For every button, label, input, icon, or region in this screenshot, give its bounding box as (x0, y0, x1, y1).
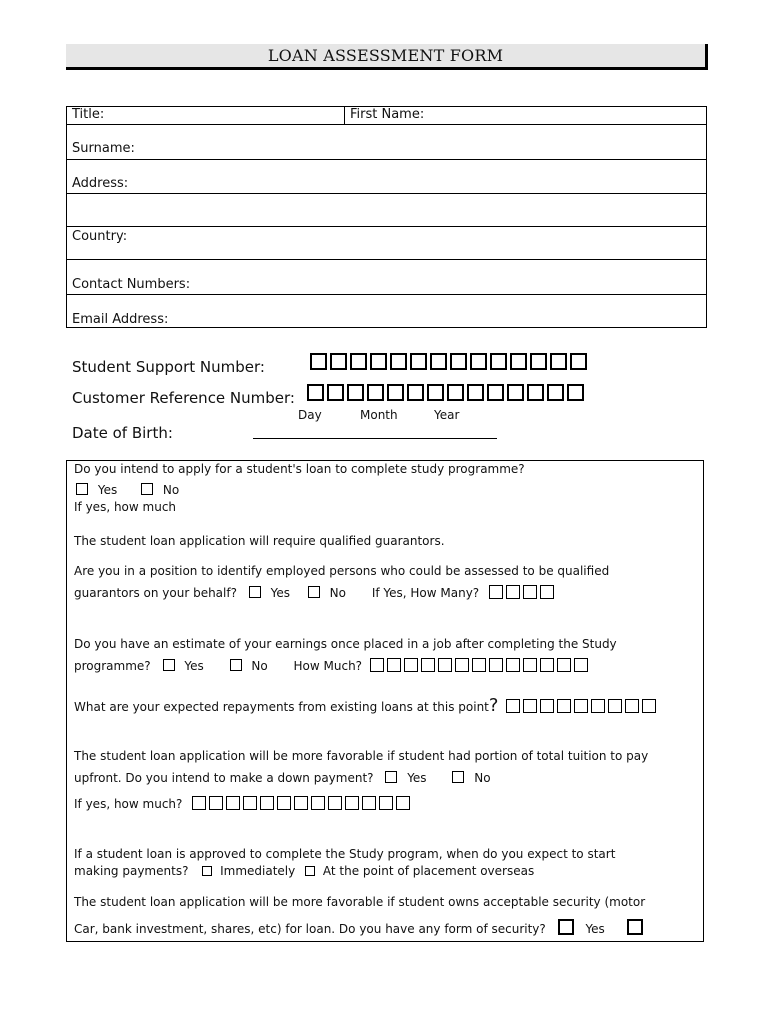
email-address-label: Email Address: (72, 312, 169, 327)
digit-box[interactable] (455, 658, 469, 672)
digit-box[interactable] (307, 384, 324, 401)
digit-box[interactable] (567, 384, 584, 401)
digit-box[interactable] (557, 658, 571, 672)
dob-month-label: Month (360, 408, 398, 422)
form-title-bar (66, 44, 708, 70)
q8-yes-label: Yes (585, 922, 605, 936)
q6-yes-checkbox[interactable] (385, 771, 397, 783)
digit-box[interactable] (387, 658, 401, 672)
digit-box[interactable] (404, 658, 418, 672)
q6-followup: If yes, how much? (74, 797, 183, 811)
digit-box[interactable] (327, 384, 344, 401)
q6-yes-label: Yes (407, 771, 427, 785)
digit-box[interactable] (550, 353, 567, 370)
customer-ref-label: Customer Reference Number: (72, 389, 295, 407)
digit-box[interactable] (487, 384, 504, 401)
digit-box[interactable] (192, 796, 206, 810)
q5-line (74, 695, 656, 716)
q4-no-checkbox[interactable] (230, 659, 242, 671)
form-title: LOAN ASSESSMENT FORM (267, 46, 504, 65)
digit-box[interactable] (489, 585, 503, 599)
q6-text-line2: upfront. Do you intend to make a down payment? (74, 771, 374, 785)
q6-no-label: No (474, 771, 491, 785)
q1-text: Do you intend to apply for a student's loan to complete study programme? (74, 462, 525, 476)
q1-options (74, 483, 179, 497)
q6-text-line1: The student loan application will be more favorable if student had portion of total tuition to pay (74, 749, 649, 763)
digit-box[interactable] (350, 353, 367, 370)
digit-box[interactable] (510, 353, 527, 370)
digit-box[interactable] (407, 384, 424, 401)
digit-box[interactable] (260, 796, 274, 810)
digit-box[interactable] (642, 699, 656, 713)
email-row[interactable] (67, 295, 706, 327)
q8-line2 (74, 919, 643, 936)
surname-row[interactable] (67, 125, 706, 160)
address-row[interactable] (67, 160, 706, 194)
q7-line2 (74, 864, 534, 878)
digit-box[interactable] (345, 796, 359, 810)
digit-box[interactable] (277, 796, 291, 810)
surname-label: Surname: (72, 141, 135, 156)
q3-no-label: No (329, 586, 346, 600)
q8-text-line2: Car, bank investment, shares, etc) for loan. Do you have any form of security? (74, 922, 546, 936)
q4-yes-checkbox[interactable] (163, 659, 175, 671)
digit-box[interactable] (574, 699, 588, 713)
digit-box[interactable] (328, 796, 342, 810)
title-row (67, 107, 706, 125)
q1-yes-checkbox[interactable] (76, 483, 88, 495)
q6-line2 (74, 771, 491, 785)
digit-box[interactable] (396, 796, 410, 810)
q5-text: What are your expected repayments from existing loans at this point (74, 700, 489, 714)
digit-box[interactable] (294, 796, 308, 810)
digit-box[interactable] (390, 353, 407, 370)
digit-box[interactable] (591, 699, 605, 713)
personal-details-table (66, 106, 707, 328)
digit-box[interactable] (330, 353, 347, 370)
q1-yes-label: Yes (97, 483, 118, 497)
q5-repayment-boxes[interactable] (506, 699, 656, 713)
dob-day-label: Day (298, 408, 322, 422)
digit-box[interactable] (427, 384, 444, 401)
q4-text-line1: Do you have an estimate of your earnings once placed in a job after completing the Study (74, 637, 617, 651)
digit-box[interactable] (557, 699, 571, 713)
q8-yes-checkbox[interactable] (558, 919, 574, 935)
digit-box[interactable] (523, 699, 537, 713)
q7-overseas-label: At the point of placement overseas (322, 864, 535, 878)
digit-box[interactable] (347, 384, 364, 401)
address-row-2[interactable] (67, 194, 706, 227)
q4-how-much-label: How Much? (293, 659, 363, 673)
digit-box[interactable] (490, 353, 507, 370)
contact-numbers-label: Contact Numbers: (72, 277, 191, 292)
digit-box[interactable] (506, 658, 520, 672)
q1-followup: If yes, how much (74, 500, 177, 514)
digit-box[interactable] (523, 658, 537, 672)
q7-overseas-checkbox[interactable] (305, 866, 315, 876)
q1-no-label: No (162, 483, 180, 497)
digit-box[interactable] (370, 658, 384, 672)
digit-box[interactable] (310, 353, 327, 370)
digit-box[interactable] (430, 353, 447, 370)
country-label: Country: (72, 229, 128, 244)
digit-box[interactable] (625, 699, 639, 713)
q1-no-checkbox[interactable] (141, 483, 153, 495)
digit-box[interactable] (547, 384, 564, 401)
customer-ref-boxes[interactable] (307, 384, 584, 401)
q4-yes-label: Yes (184, 659, 204, 673)
q3-text-line1: Are you in a position to identify employed persons who could be assessed to be qualified (74, 564, 610, 578)
dob-year-label: Year (434, 408, 460, 422)
q3-no-checkbox[interactable] (308, 586, 320, 598)
digit-box[interactable] (523, 585, 537, 599)
q8-text-line1: The student loan application will be more favorable if student owns acceptable security (motor (74, 895, 646, 909)
digit-box[interactable] (450, 353, 467, 370)
country-row[interactable] (67, 227, 706, 260)
q3-line2 (74, 585, 554, 600)
q7-immediately-checkbox[interactable] (202, 866, 212, 876)
q5-question-mark: ? (488, 695, 499, 716)
q7-immediately-label: Immediately (220, 864, 296, 878)
digit-box[interactable] (507, 384, 524, 401)
digit-box[interactable] (570, 353, 587, 370)
digit-box[interactable] (467, 384, 484, 401)
digit-box[interactable] (226, 796, 240, 810)
student-support-boxes[interactable] (310, 353, 587, 370)
digit-box[interactable] (506, 699, 520, 713)
title-label: Title: (72, 107, 105, 122)
digit-box[interactable] (540, 585, 554, 599)
q4-line2 (74, 658, 588, 673)
digit-box[interactable] (387, 384, 404, 401)
title-divider (344, 107, 345, 125)
q4-text-line2: programme? (74, 659, 151, 673)
digit-box[interactable] (540, 658, 554, 672)
digit-box[interactable] (472, 658, 486, 672)
student-support-label: Student Support Number: (72, 358, 265, 376)
digit-box[interactable] (574, 658, 588, 672)
q3-yes-label: Yes (270, 586, 290, 600)
digit-box[interactable] (311, 796, 325, 810)
digit-box[interactable] (540, 699, 554, 713)
q6-amount-boxes[interactable] (192, 796, 410, 810)
digit-box[interactable] (243, 796, 257, 810)
q3-yes-checkbox[interactable] (249, 586, 261, 598)
digit-box[interactable] (447, 384, 464, 401)
digit-box[interactable] (209, 796, 223, 810)
digit-box[interactable] (506, 585, 520, 599)
q2-text: The student loan application will require qualified guarantors. (74, 534, 445, 548)
contact-row[interactable] (67, 260, 706, 295)
digit-box[interactable] (379, 796, 393, 810)
dob-input-line[interactable] (253, 438, 497, 439)
digit-box[interactable] (489, 658, 503, 672)
q7-text-line1: If a student loan is approved to complete the Study program, when do you expect to start (74, 847, 616, 861)
dob-label: Date of Birth: (72, 424, 173, 442)
digit-box[interactable] (421, 658, 435, 672)
digit-box[interactable] (362, 796, 376, 810)
q3-text-line2: guarantors on your behalf? (74, 586, 237, 600)
digit-box[interactable] (367, 384, 384, 401)
digit-box[interactable] (410, 353, 427, 370)
q8-no-checkbox[interactable] (627, 919, 643, 935)
digit-box[interactable] (608, 699, 622, 713)
q7-text-line2: making payments? (74, 864, 189, 878)
address-label: Address: (72, 176, 129, 191)
digit-box[interactable] (530, 353, 547, 370)
q6-followup-line (74, 796, 410, 811)
q3-how-many-boxes[interactable] (489, 585, 554, 599)
q3-how-many-label: If Yes, How Many? (371, 586, 480, 600)
digit-box[interactable] (527, 384, 544, 401)
questions-box (66, 460, 704, 942)
first-name-label: First Name: (350, 107, 425, 122)
q4-how-much-boxes[interactable] (370, 658, 588, 672)
q6-no-checkbox[interactable] (452, 771, 464, 783)
q4-no-label: No (251, 659, 268, 673)
digit-box[interactable] (370, 353, 387, 370)
digit-box[interactable] (438, 658, 452, 672)
digit-box[interactable] (470, 353, 487, 370)
